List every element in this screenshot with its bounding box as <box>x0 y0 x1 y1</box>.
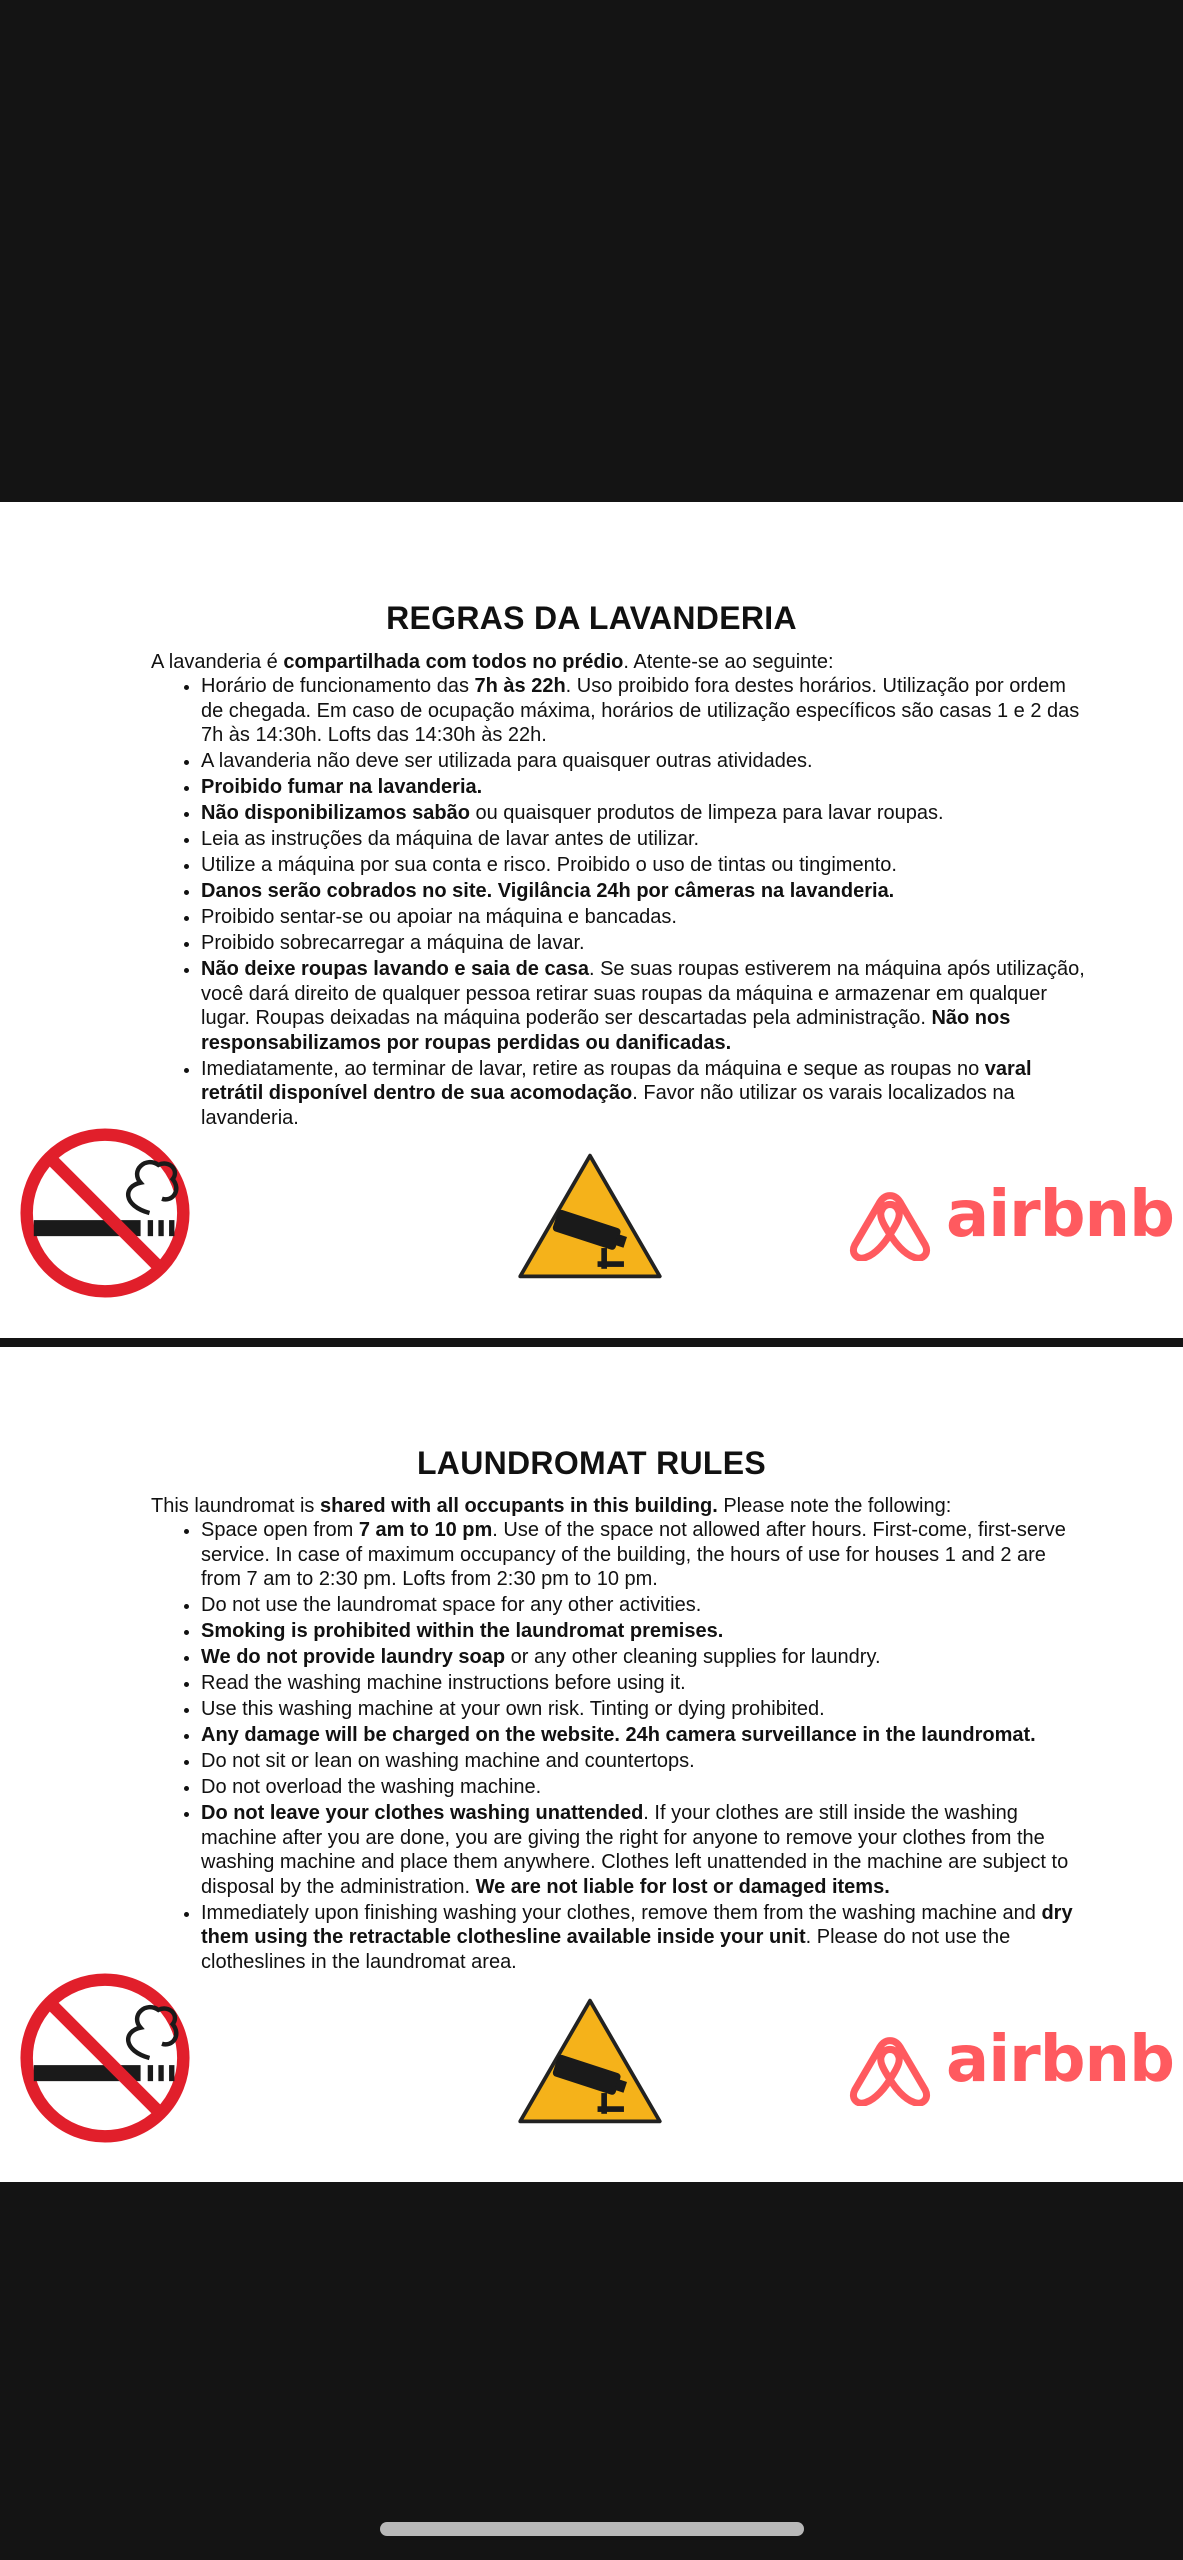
emphasis-text: shared with all occupants in this building. <box>319 1495 718 1517</box>
rules-list <box>151 1518 1091 1976</box>
airbnb-wordmark: airbnb <box>946 2023 1174 2097</box>
text-run: or any other cleaning supplies for laundry. <box>505 1646 881 1668</box>
rule-item <box>201 1518 1091 1592</box>
text-run: Proibido sentar-se ou apoiar na máquina e bancadas. <box>201 906 677 928</box>
airbnb-logo-icon <box>846 2014 934 2106</box>
text-run: . Se suas roupas estiverem na máquina após utilização, você dará direito de qualquer pessoa retirar suas roupas da máquina e armazenar em qualquer lugar. Roupas deixadas na máquina poderão ser descartadas pela administração. <box>201 958 1085 1029</box>
rule-item <box>201 1619 1091 1644</box>
text-run: Leia as instruções da máquina de lavar antes de utilizar. <box>201 828 700 850</box>
rules-list <box>151 674 1091 1132</box>
text-run: A lavanderia não deve ser utilizada para quaisquer outras atividades. <box>201 750 813 772</box>
text-run: Do not overload the washing machine. <box>201 1776 542 1798</box>
rule-item <box>201 1749 1091 1774</box>
rule-item <box>201 1723 1091 1748</box>
text-run: Please note the following: <box>717 1495 952 1517</box>
emphasis-text: We are not liable for lost or damaged items. <box>475 1875 890 1898</box>
home-indicator[interactable] <box>380 2522 804 2536</box>
emphasis-text: Danos serão cobrados no site. Vigilância 24h por câmeras na lavanderia. <box>201 880 895 902</box>
no-smoking-icon <box>16 1124 194 1302</box>
intro-text <box>151 650 1111 675</box>
rule-item <box>201 1593 1091 1618</box>
emphasis-text: Proibido fumar na lavanderia. <box>201 776 483 798</box>
text-run: Immediately upon finishing washing your clothes, remove them from the washing machine and <box>201 1901 1042 1924</box>
airbnb-logo <box>846 2013 1174 2107</box>
text-run: Do not sit or lean on washing machine and countertops. <box>201 1750 695 1772</box>
text-run: . Favor não utilizar os varais localizados na lavanderia. <box>201 1082 1015 1129</box>
emphasis-text: Não deixe roupas lavando e saia de casa <box>201 958 589 980</box>
rule-item <box>201 801 1091 826</box>
airbnb-logo <box>846 1168 1174 1262</box>
text-run: A lavanderia é <box>151 651 284 673</box>
rule-item <box>201 749 1091 774</box>
no-smoking-icon <box>16 1969 194 2147</box>
airbnb-logo-icon <box>846 1169 934 1261</box>
emphasis-text: 7h às 22h <box>474 675 566 697</box>
text-run: This laundromat is <box>151 1495 320 1517</box>
text-run: . Please do not use the clotheslines in the laundromat area. <box>201 1926 1011 1973</box>
text-run: ou quaisquer produtos de limpeza para lavar roupas. <box>469 802 944 824</box>
rules-sheet-pt <box>0 502 1183 1338</box>
text-run: . If your clothes are still inside the washing machine after you are done, you are giving the right for anyone to remove your clothes from the washing machine and place them anywhere. Clothes left unattended in the machine are subject to disposal by the administration. <box>201 1802 1069 1898</box>
intro-text <box>151 1494 1111 1519</box>
emphasis-text: Não nos responsabilizamos por roupas perdidas ou danificadas. <box>201 1007 1011 1054</box>
emphasis-text: Any damage will be charged on the website. 24h camera surveillance in the laundromat. <box>201 1724 1036 1746</box>
rule-item <box>201 1901 1091 1975</box>
text-run: . Atente-se ao seguinte: <box>623 651 834 673</box>
text-run: Space open from <box>201 1519 359 1541</box>
text-run: Read the washing machine instructions before using it. <box>201 1672 686 1694</box>
text-run: Proibido sobrecarregar a máquina de lavar. <box>201 932 585 954</box>
rule-item <box>201 879 1091 904</box>
text-run: . Use of the space not allowed after hours. First-come, first-serve service. In case of maximum occupancy of the building, the hours of use for houses 1 and 2 are from 7 am to 2:30 pm. Lofts from 2:30 pm to 10 pm. <box>201 1519 1066 1590</box>
cctv-warning-icon <box>514 1995 666 2127</box>
rule-item <box>201 1671 1091 1696</box>
rule-item <box>201 1645 1091 1670</box>
text-run: Utilize a máquina por sua conta e risco. Proibido o uso de tintas ou tingimento. <box>201 854 897 876</box>
rule-item <box>201 1801 1091 1899</box>
rule-item <box>201 674 1091 748</box>
emphasis-text: Smoking is prohibited within the laundromat premises. <box>201 1620 724 1642</box>
sheet-title: LAUNDROMAT RULES <box>416 1445 767 1481</box>
emphasis-text: compartilhada com todos no prédio <box>283 651 624 673</box>
emphasis-text: dry them using the retractable clothesline available inside your unit <box>201 1901 1073 1948</box>
text-run: Imediatamente, ao terminar de lavar, retire as roupas da máquina e seque as roupas no <box>201 1057 985 1080</box>
rule-item <box>201 1057 1091 1131</box>
sheet-title: REGRAS DA LAVANDERIA <box>386 600 797 636</box>
emphasis-text: Não disponibilizamos sabão <box>201 802 470 824</box>
rules-sheet-en <box>0 1347 1183 2182</box>
text-run: . Uso proibido fora destes horários. Utilização por ordem de chegada. Em caso de ocupação máxima, horários de utilização específicos são casas 1 e 2 das 7h às 14:30h. Lofts das 14:30h às 22h. <box>201 675 1080 746</box>
rule-item <box>201 853 1091 878</box>
rule-item <box>201 1697 1091 1722</box>
emphasis-text: We do not provide laundry soap <box>201 1646 506 1668</box>
airbnb-wordmark: airbnb <box>946 1178 1174 1252</box>
emphasis-text: varal retrátil disponível dentro de sua acomodação <box>201 1057 1032 1104</box>
text-run: Horário de funcionamento das <box>201 675 475 697</box>
rule-item <box>201 931 1091 956</box>
emphasis-text: 7 am to 10 pm <box>358 1519 493 1541</box>
rule-item <box>201 957 1091 1055</box>
rule-item <box>201 1775 1091 1800</box>
rule-item <box>201 905 1091 930</box>
cctv-warning-icon <box>514 1150 666 1282</box>
rule-item <box>201 775 1091 800</box>
rule-item <box>201 827 1091 852</box>
emphasis-text: Do not leave your clothes washing unattended <box>201 1802 644 1824</box>
text-run: Use this washing machine at your own risk. Tinting or dying prohibited. <box>201 1698 825 1720</box>
text-run: Do not use the laundromat space for any other activities. <box>201 1594 702 1616</box>
